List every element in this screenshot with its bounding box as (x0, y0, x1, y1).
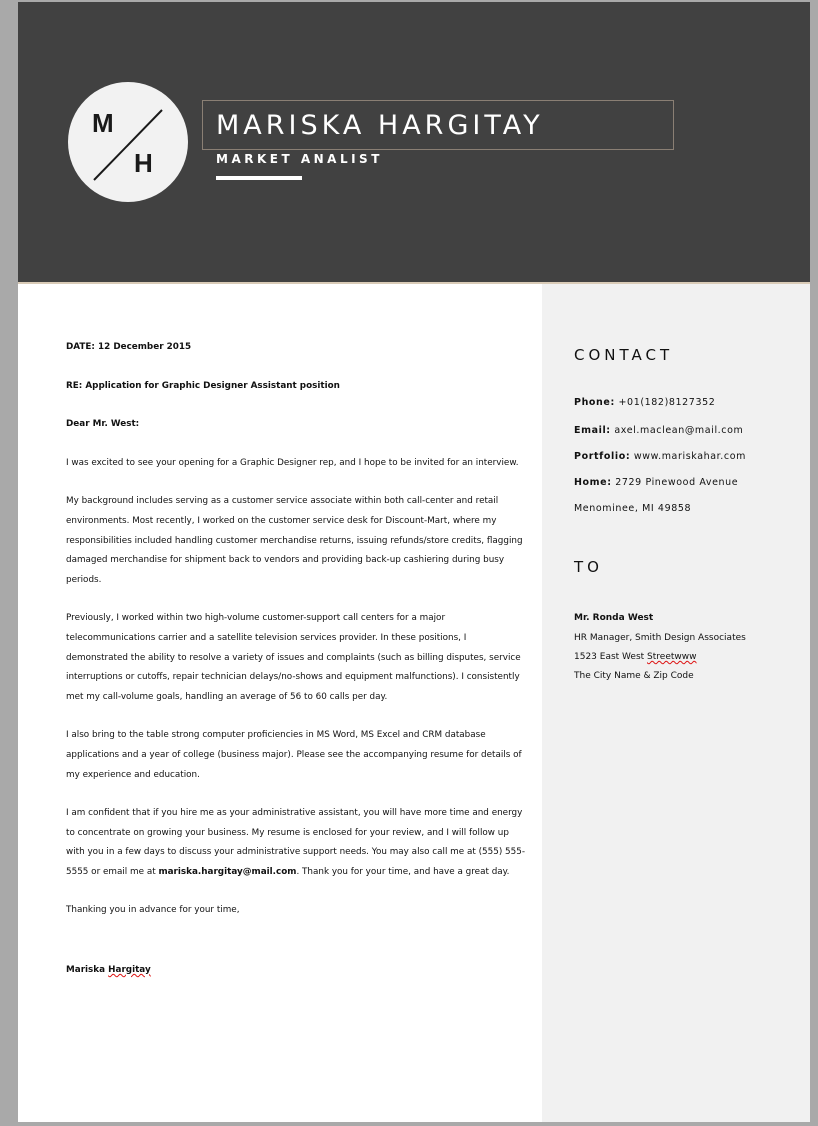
header-banner (18, 2, 810, 282)
applicant-role: MARKET ANALIST (216, 152, 383, 166)
recipient-street-prefix: 1523 East West (574, 652, 645, 662)
letter-date: DATE: 12 December 2015 (66, 342, 192, 352)
phone-value: +01(182)8127352 (618, 397, 716, 408)
portfolio-label: Portfolio: (574, 451, 631, 462)
letter-paragraph-1: I was excited to see your opening for a Graphic Designer rep, and I hope to be invited for an interview. (66, 457, 519, 468)
monogram-first-letter: M (92, 108, 114, 138)
contact-phone (574, 397, 715, 408)
email-label: Email: (574, 425, 611, 436)
home-label: Home: (574, 477, 612, 488)
recipient-street-word: Streetwww (647, 652, 697, 662)
contact-home (574, 477, 738, 488)
portfolio-value: www.mariskahar.com (633, 451, 747, 462)
monogram-slash-icon (68, 82, 188, 202)
letter-subject: RE: Application for Graphic Designer Assistant position (66, 380, 340, 391)
recipient-name: Mr. Ronda West (574, 613, 654, 623)
applicant-name: MARISKA HARGITAY (216, 110, 544, 141)
letter-body (66, 338, 526, 1000)
letter-paragraph-3: Previously, I worked within two high-volume customer-support call centers for a major telecommunications carrier and a satellite television services provider. In these positions, I demonstrated the ability to resolve a variety of issues and complaints (such as billing disputes, service interruptions or cutoffs, repair technician delays/no-shows and equipment malfunctions). I consistently met my call-volume goals, handling an average of 56 to 60 calls per day. (66, 613, 521, 702)
sidebar (542, 284, 810, 1122)
letter-signature (66, 961, 526, 981)
recipient-title: HR Manager, Smith Design Associates (574, 633, 746, 643)
role-underline (216, 176, 302, 180)
signature-last: Hargitay (108, 965, 151, 976)
monogram-second-letter: H (134, 148, 153, 178)
letter-paragraph-4: I also bring to the table strong computer proficiencies in MS Word, MS Excel and CRM database applications and a year of college (business major). Please see the accompanying resume for details of my experience and education. (66, 730, 522, 780)
signature-first: Mariska (66, 965, 106, 976)
contact-email (574, 425, 743, 436)
paragraph-5-end: . Thank you for your time, and have a great day. (296, 866, 510, 877)
email-value: axel.maclean@mail.com (614, 425, 744, 436)
monogram-badge (68, 82, 188, 202)
letter-paragraph-5 (66, 804, 526, 882)
contact-portfolio (574, 451, 746, 462)
contact-city: Menominee, MI 49858 (574, 503, 692, 514)
paragraph-5-start: I am confident that if you hire me as your administrative assistant, you will have more time and energy to concentrate on growing your business. My resume is enclosed for your review, and I will follow up with you in a few days to discuss your administrative support needs. You may also call me at (555) 555-5555 or email me at (66, 808, 526, 877)
letter-page (18, 2, 810, 1122)
paragraph-5-email: mariska.hargitay@mail.com (158, 866, 297, 877)
letter-paragraph-2: My background includes serving as a customer service associate within both call-center and retail environments. Most recently, I worked on the customer service desk for Discount-Mart, where my responsibilities included handling customer merchandise returns, issuing refunds/store credits, flagging damaged merchandise for shipment back to vendors and providing back-up cashiering during busy periods. (66, 496, 523, 585)
contact-heading: CONTACT (574, 346, 674, 364)
letter-closing: Thanking you in advance for your time, (66, 905, 240, 916)
recipient-city: The City Name & Zip Code (574, 671, 694, 681)
to-heading: TO (574, 558, 603, 576)
letter-salutation: Dear Mr. West: (66, 419, 140, 430)
recipient-street (574, 652, 696, 662)
home-value: 2729 Pinewood Avenue (615, 477, 739, 488)
phone-label: Phone: (574, 397, 615, 408)
